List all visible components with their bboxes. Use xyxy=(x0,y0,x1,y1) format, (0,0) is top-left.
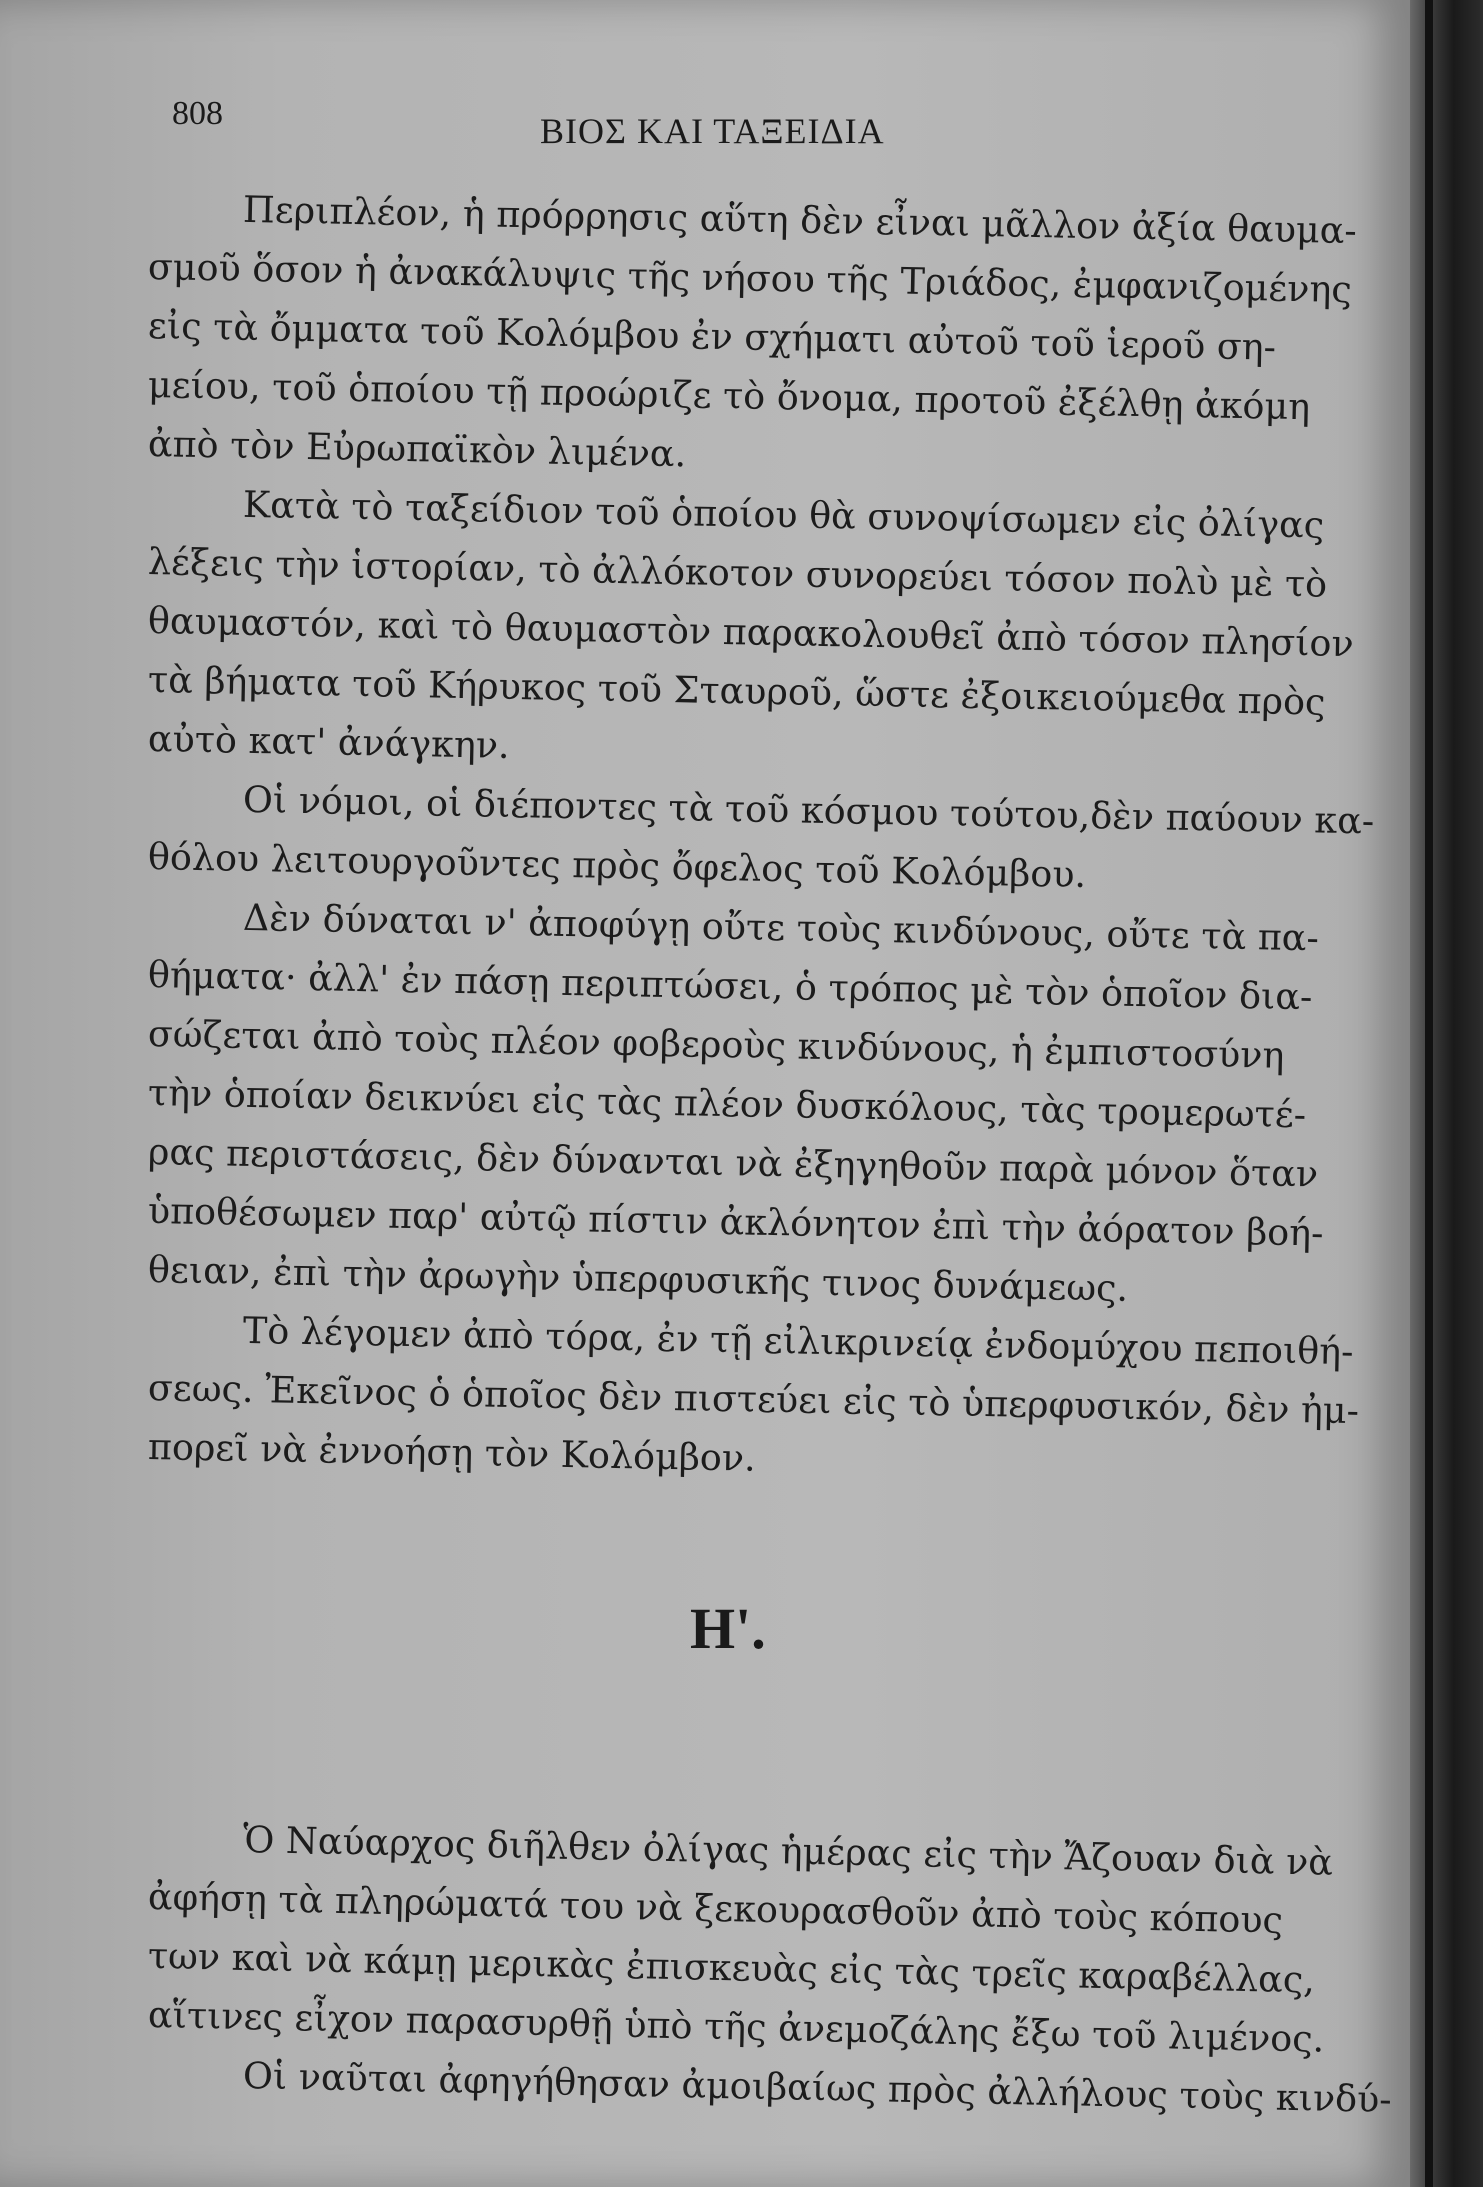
text-line: σμοῦ ὅσον ἡ ἀνακάλυψις τῆς νήσου τῆς Τριάδος, ἐμφανιζομένης xyxy=(147,245,1353,312)
running-head: ΒΙΟΣ ΚΑΙ ΤΑΞΕΙΔΙΑ xyxy=(540,111,885,151)
text-line: Δὲν δύναται ν' ἀποφύγῃ οὔτε τοὺς κινδύνους, οὔτε τὰ πα- xyxy=(242,895,1320,960)
chapter-heading: Η'. xyxy=(690,1596,766,1661)
text-line: αἵτινες εἶχον παρασυρθῇ ὑπὸ τῆς ἀνεμοζάλης ἔξω τοῦ λιμένος. xyxy=(147,1993,1325,2061)
text-line: τὴν ὁποίαν δεικνύει εἰς τὰς πλέον δυσκόλους, τὰς τρομερωτέ- xyxy=(147,1071,1307,1137)
text-line: Τὸ λέγομεν ἀπὸ τόρα, ἐν τῇ εἰλικρινείᾳ ἐνδομύχου πεποιθή- xyxy=(242,1308,1354,1374)
text-line: αὐτὸ κατ' ἀνάγκην. xyxy=(147,717,511,767)
text-line: πορεῖ νὰ ἐννοήσῃ τὸν Κολόμβον. xyxy=(147,1425,757,1480)
page-edge-shadow xyxy=(1410,0,1483,2187)
text-line: σώζεται ἀπὸ τοὺς πλέον φοβεροὺς κινδύνους, ἡ ἐμπιστοσύνη xyxy=(147,1012,1285,1077)
text-line: εἰς τὰ ὄμματα τοῦ Κολόμβου ἐν σχήματι αὐτοῦ τοῦ ἱεροῦ ση- xyxy=(147,304,1277,369)
page-number: 808 xyxy=(172,95,223,132)
text-line: Οἱ ναῦται ἀφηγήθησαν ἀμοιβαίως πρὸς ἀλλήλους τοὺς κινδύ- xyxy=(242,2053,1393,2122)
text-line: ἀπὸ τὸν Εὐρωπαϊκὸν λιμένα. xyxy=(147,422,687,476)
text-line: θειαν, ἐπὶ τὴν ἀρωγὴν ὑπερφυσικῆς τινος δυνάμεως. xyxy=(147,1248,1129,1310)
text-line: ἀφήσῃ τὰ πληρώματά του νὰ ξεκουρασθοῦν ἀπὸ τοὺς κόπους xyxy=(147,1875,1284,1942)
text-line: θόλου λειτουργοῦντες πρὸς ὄφελος τοῦ Κολόμβου. xyxy=(147,835,1087,897)
chapter-text xyxy=(147,1808,1393,2122)
text-line: λέξεις τὴν ἱστορίαν, τὸ ἀλλόκοτον συνορεύει τόσον πολὺ μὲ τὸ xyxy=(147,540,1328,606)
text-line: Περιπλέον, ἡ πρόρρησις αὕτη δὲν εἶναι μᾶλλον ἀξία θαυμα- xyxy=(242,187,1358,253)
text-line: σεως. Ἐκεῖνος ὁ ὁποῖος δὲν πιστεύει εἰς τὸ ὑπερφυσικόν, δὲν ἠμ- xyxy=(147,1366,1360,1433)
text-line: θαυμαστόν, καὶ τὸ θαυμαστὸν παρακολουθεῖ ἀπὸ τόσον πλησίον xyxy=(147,599,1355,666)
page-edge-line xyxy=(1425,0,1433,2187)
text-line: θήματα· ἀλλ' ἐν πάσῃ περιπτώσει, ὁ τρόπος μὲ τὸν ὁποῖον δια- xyxy=(147,953,1313,1019)
text-line: Οἱ νόμοι, οἱ διέποντες τὰ τοῦ κόσμου τούτου,δὲν παύουν κα- xyxy=(242,777,1375,843)
text-line: των καὶ νὰ κάμῃ μερικὰς ἐπισκευὰς εἰς τὰς τρεῖς καραβέλλας, xyxy=(147,1934,1316,2002)
text-line: τὰ βήματα τοῦ Κήρυκος τοῦ Σταυροῦ, ὥστε ἐξοικειούμεθα πρὸς xyxy=(147,658,1326,724)
text-line: Κατὰ τὸ ταξείδιον τοῦ ὁποίου θὰ συνοψίσωμεν εἰς ὀλίγας xyxy=(242,482,1325,547)
text-line: μείου, τοῦ ὁποίου τῇ προώριζε τὸ ὄνομα, προτοῦ ἐξέλθῃ ἀκόμη xyxy=(147,363,1311,429)
text-line: ὑποθέσωμεν παρ' αὐτῷ πίστιν ἀκλόνητον ἐπὶ τὴν ἀόρατον βοή- xyxy=(147,1189,1324,1255)
body-text xyxy=(147,178,1375,1480)
text-line: Ὁ Ναύαρχος διῆλθεν ὀλίγας ἡμέρας εἰς τὴν Ἄζουαν διὰ νὰ xyxy=(242,1817,1334,1884)
text-line: ρας περιστάσεις, δὲν δύνανται νὰ ἐξηγηθοῦν παρὰ μόνον ὅταν xyxy=(147,1130,1319,1196)
